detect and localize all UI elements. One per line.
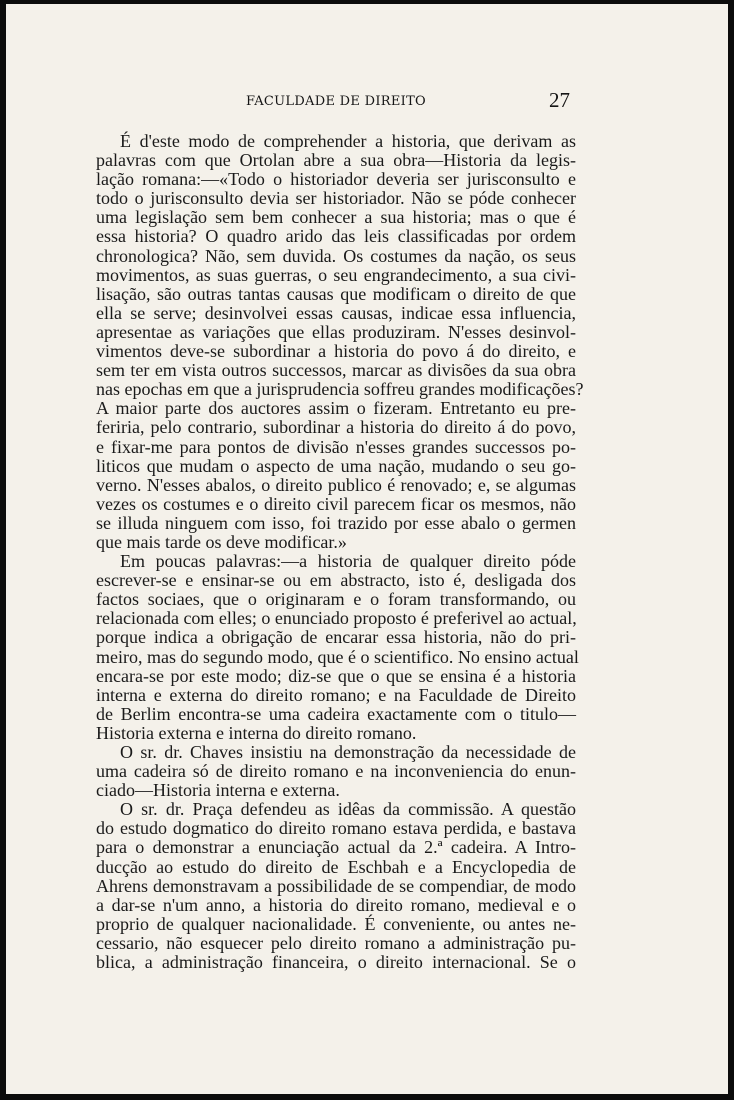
text-line: ducção ao estudo do direito de Eschbah e a Encyclopedia de: [96, 856, 576, 877]
text-line: que mais tarde os deve modificar.»: [96, 531, 347, 552]
text-line: para o demonstrar a enunciação actual da 2.ª cadeira. A Intro-: [96, 837, 576, 858]
text-line: Historia externa e interna do direito romano.: [96, 722, 417, 743]
text-line: uma cadeira só de direito romano e na inconveniencia do enun-: [96, 761, 576, 782]
text-line: palavras com que Ortolan abre a sua obra—Historia da legis-: [96, 150, 576, 171]
page-number: 27: [549, 88, 570, 112]
text-line: movimentos, as suas guerras, o seu engrandecimento, a sua civi-: [96, 264, 576, 285]
book-page: [6, 4, 728, 1094]
text-line: factos sociaes, que o originaram e o foram transformando, ou: [96, 589, 576, 610]
text-line: O sr. dr. Chaves insistiu na demonstração da necessidade de: [120, 742, 576, 762]
text-line: Ahrens demonstravam a possibilidade de se compendiar, de modo: [96, 875, 576, 896]
text-line: vimentos deve-se subordinar a historia do povo á do direito, e: [96, 341, 576, 362]
text-line: A maior parte dos auctores assim o fizeram. Entretanto eu pre-: [96, 398, 576, 419]
text-line: verno. N'esses abalos, o direito publico é renovado; e, se algumas: [96, 474, 576, 495]
text-line: nas epochas em que a jurisprudencia soffreu grandes modificações?: [96, 379, 584, 400]
text-line: ella se serve; desinvolvei essas causas, indicae essa influencia,: [96, 302, 576, 323]
text-line: proprio de qualquer nacionalidade. É conveniente, ou antes ne-: [96, 913, 576, 934]
text-line: chronologica? Não, sem duvida. Os costumes da nação, os seus: [96, 245, 576, 266]
body-text: [96, 131, 584, 973]
text-line: interna e externa do direito romano; e na Faculdade de Direito: [96, 684, 576, 705]
text-line: É d'este modo de comprehender a historia, que derivam as: [120, 131, 576, 151]
text-line: lisação, são outras tantas causas que modificam o direito de que: [96, 283, 576, 304]
text-line: Em poucas palavras:—a historia de qualquer direito póde: [120, 551, 576, 572]
text-line: e fixar-me para pontos de divisão n'esses grandes successos po-: [96, 436, 576, 457]
text-line: todo o jurisconsulto devia ser historiador. Não se póde conhecer: [96, 188, 576, 209]
text-line: de Berlim encontra-se uma cadeira exactamente com o titulo—: [96, 703, 576, 724]
paragraph: [96, 551, 579, 743]
text-line: blica, a administração financeira, o direito internacional. Se o: [96, 952, 576, 973]
text-line: cessario, não esquecer pelo direito romano a administração pu-: [96, 932, 576, 953]
text-line: encara-se por este modo; diz-se que o que se ensina é a historia: [96, 665, 576, 686]
paragraph: [96, 743, 576, 800]
text-line: apresentae as variações que ellas produziram. N'esses desinvol-: [96, 321, 576, 342]
text-line: escrever-se e ensinar-se ou em abstracto, isto é, desligada dos: [96, 570, 576, 591]
text-line: ciado—Historia interna e externa.: [96, 780, 340, 801]
paragraph: [96, 800, 576, 972]
text-line: relacionada com elles; o enunciado proposto é preferivel ao actual,: [96, 608, 577, 629]
text-line: meiro, mas do segundo modo, que é o scientifico. No ensino actual: [96, 646, 579, 667]
text-line: a dar-se n'um anno, a historia do direito romano, medieval e o: [96, 894, 576, 915]
paragraph: [96, 131, 584, 552]
text-line: feriria, pelo contrario, subordinar a historia do direito á do povo,: [96, 417, 576, 438]
page-header: [6, 88, 728, 116]
text-line: liticos que mudam o aspecto de uma nação, mudando o seu go-: [96, 455, 576, 476]
text-line: O sr. dr. Praça defendeu as idêas da commissão. A questão: [120, 799, 576, 820]
text-line: sem ter em vista outros successos, marcar as divisões da sua obra: [96, 360, 576, 381]
text-line: porque indica a obrigação de encarar essa historia, não do pri-: [96, 627, 576, 648]
text-line: lação romana:—«Todo o historiador deveria ser jurisconsulto e: [96, 169, 576, 190]
text-line: se illuda ninguem com isso, foi trazido por esse abalo o germen: [96, 512, 576, 533]
text-line: essa historia? O quadro arido das leis classificadas por ordem: [96, 226, 576, 247]
running-title: FACULDADE DE DIREITO: [246, 94, 427, 109]
text-line: uma legislação sem bem conhecer a sua historia; mas o que é: [96, 207, 576, 228]
text-line: vezes os costumes e o direito civil parecem ficar os mesmos, não: [96, 493, 576, 514]
text-line: do estudo dogmatico do direito romano estava perdida, e bastava: [96, 818, 576, 839]
